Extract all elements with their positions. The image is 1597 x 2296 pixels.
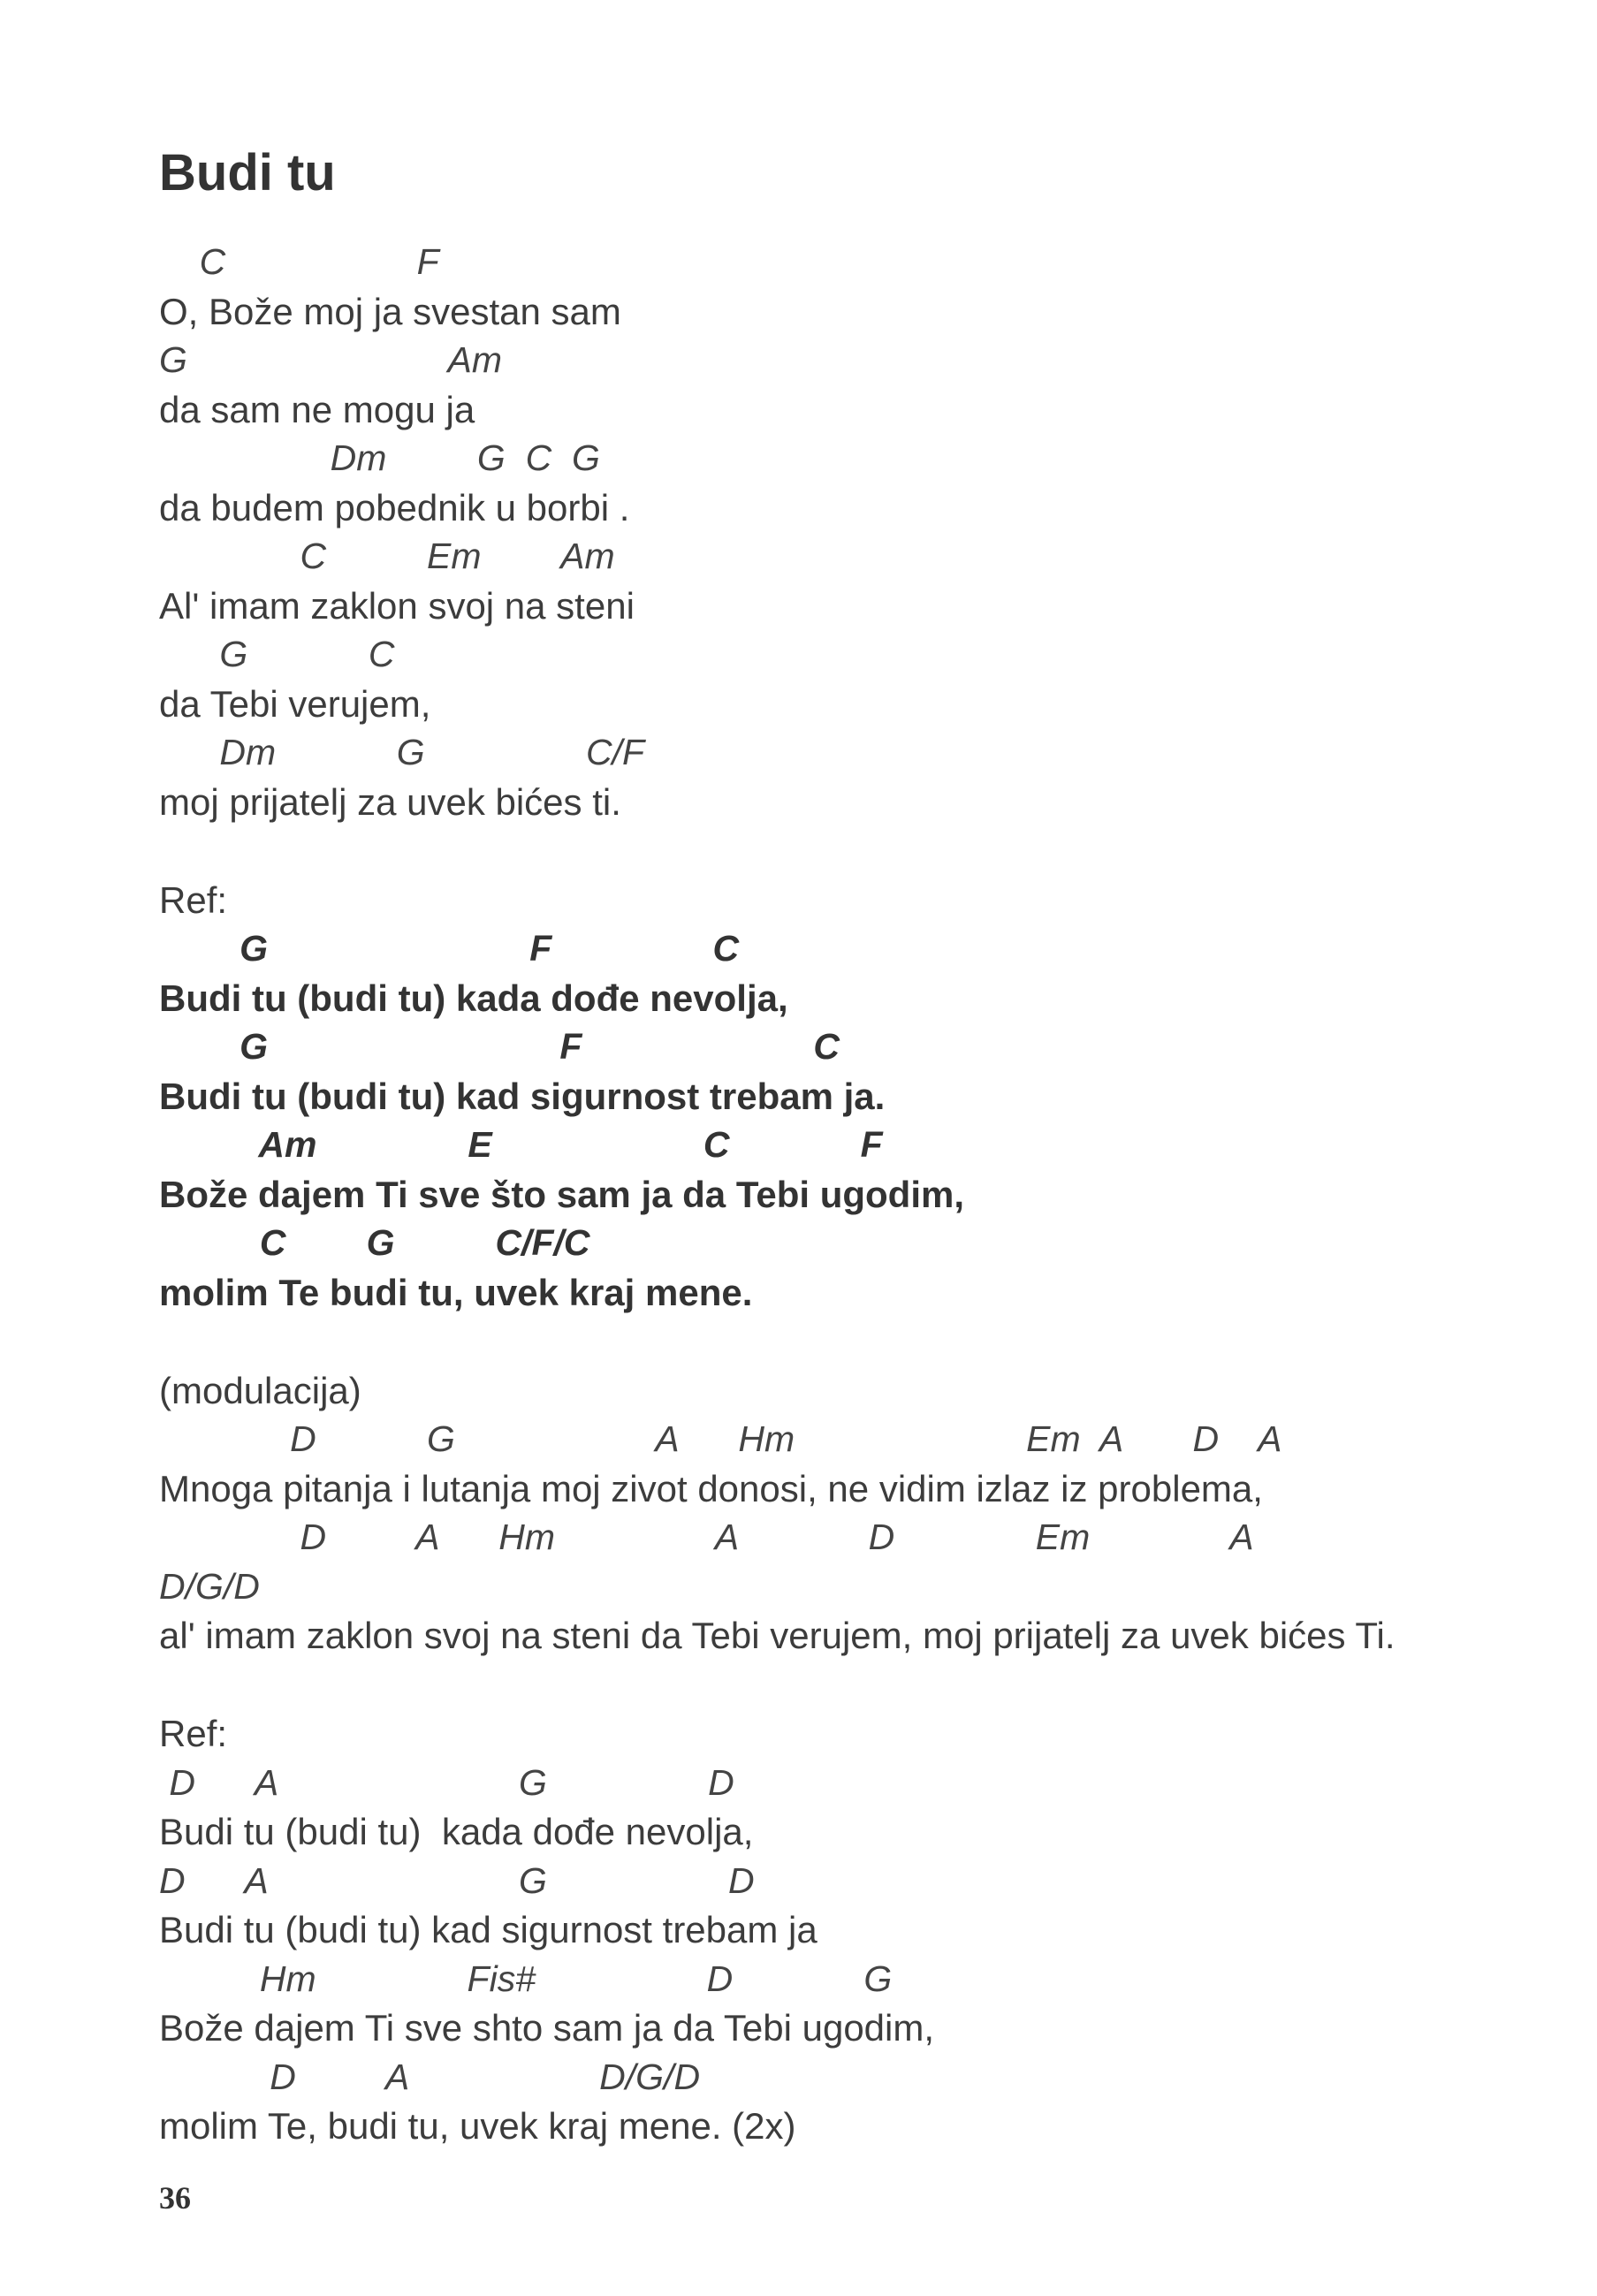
chord-line: Am E C F [159, 1124, 883, 1165]
section-label: Ref: [159, 878, 228, 921]
lyric-line: Mnoga pitanja i lutanja moj zivot donosi, ne vidim izlaz iz problema, [159, 1467, 1263, 1509]
chord-line: C G C/F/C [159, 1222, 590, 1263]
refrain-lyric-line: Budi tu (budi tu) kad sigurnost trebam ja. [159, 1075, 886, 1117]
lyric-line: da sam ne mogu ja [159, 388, 475, 430]
chord-line: G F C [159, 1026, 840, 1067]
chord-line: D A G D [159, 1859, 755, 1901]
refrain-lyric-line: Budi tu (budi tu) kada dođe nevolja, [159, 977, 788, 1019]
song-title: Budi tu [159, 144, 336, 201]
chord-line: Hm Fis# D G [159, 1958, 893, 1999]
refrain-lyric-line: Bože dajem Ti sve što sam ja da Tebi ugodim, [159, 1173, 965, 1215]
section-label: Ref: [159, 1713, 228, 1754]
page-number: 36 [159, 2180, 191, 2216]
chord-line: G Am [159, 339, 503, 380]
chord-line: D A G D [159, 1761, 734, 1803]
section-label: (modulacija) [159, 1369, 361, 1411]
lyric-line: molim Te, budi tu, uvek kraj mene. (2x) [159, 2105, 796, 2147]
lyric-line: da Tebi verujem, [159, 682, 431, 725]
chord-line: C Em Am [159, 536, 615, 576]
chord-line: Dm G C G [159, 437, 600, 478]
chord-line: D/G/D [159, 1565, 260, 1607]
chord-line: D A Hm A D Em A [159, 1517, 1254, 1557]
chord-line: C F [159, 241, 439, 282]
refrain-lyric-line: molim Te budi tu, uvek kraj mene. [159, 1271, 753, 1313]
lyric-line: Budi tu (budi tu) kada dođe nevolja, [159, 1811, 754, 1852]
chord-line: D A D/G/D [159, 2056, 701, 2097]
chord-line: D G A Hm Em A D A [159, 1418, 1282, 1459]
lyric-line: O, Bože moj ja svestan sam [159, 290, 621, 332]
chord-line: Dm G C/F [159, 732, 644, 772]
lyric-line: moj prijatelj za uvek bićes ti. [159, 780, 621, 823]
chord-line: G C [159, 634, 395, 674]
lyric-line: Budi tu (budi tu) kad sigurnost trebam ja [159, 1909, 818, 1950]
chord-line: G F C [159, 928, 740, 969]
lyric-line: da budem pobednik u borbi . [159, 486, 630, 528]
lyric-line: Bože dajem Ti sve shto sam ja da Tebi ugodim, [159, 2007, 935, 2049]
lyric-line: al' imam zaklon svoj na steni da Tebi verujem, moj prijatelj za uvek bićes Ti. [159, 1615, 1395, 1656]
lyric-line: Al' imam zaklon svoj na steni [159, 584, 635, 627]
